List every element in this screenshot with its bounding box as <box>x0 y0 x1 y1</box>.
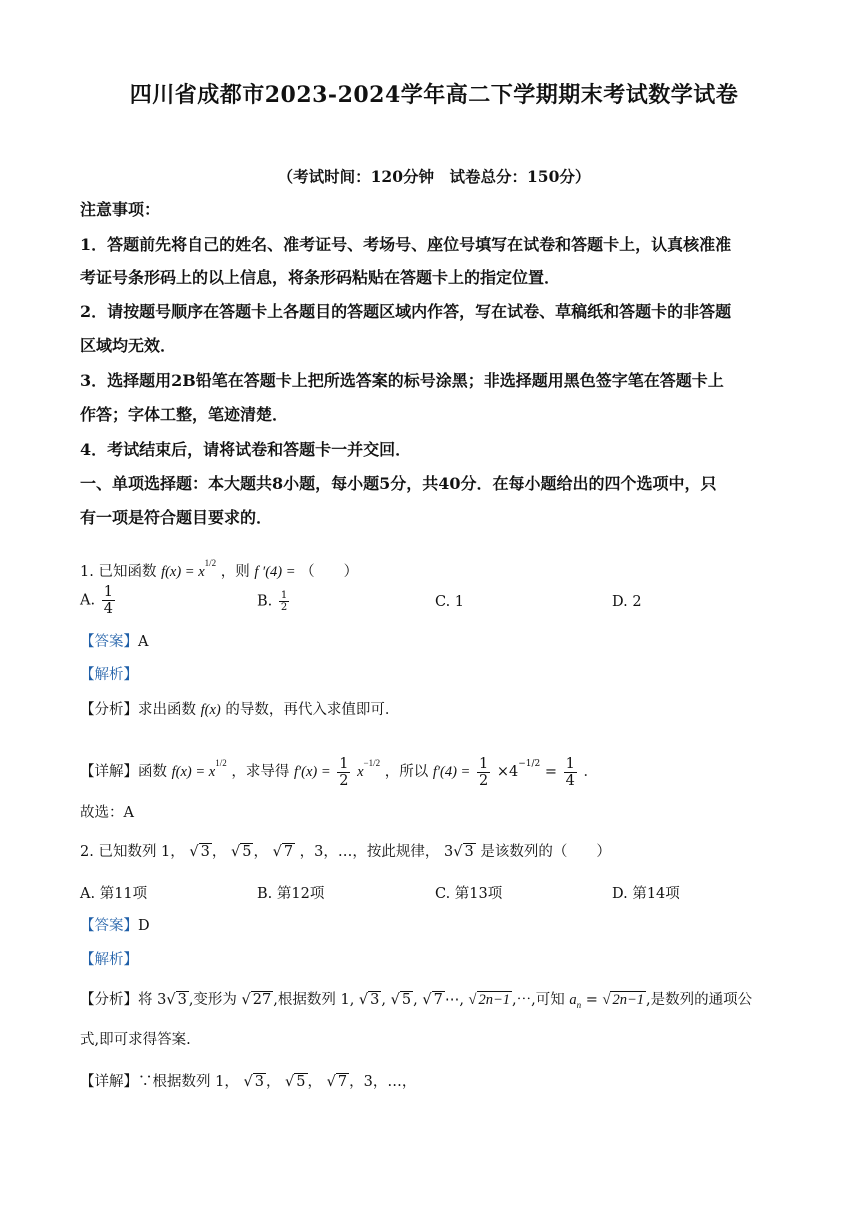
q1-fenxi: 【分析】求出函数 f(x) 的导数，再代入求值即可． <box>80 702 400 718</box>
q2-fenxi-cont: 式,即可求得答案. <box>80 1032 191 1048</box>
note-line: 4．考试结束后，请将试卷和答题卡一并交回． <box>80 440 412 459</box>
q1-conclusion: 故选：A <box>80 805 134 821</box>
analysis-tag: 【解析】 <box>80 667 138 683</box>
note-line: 1．答题前先将自己的姓名、准考证号、考场号、座位号填写在试卷和答题卡上，认真核准准 <box>80 235 732 254</box>
note-line: 作答；字体工整，笔迹清楚． <box>80 405 289 424</box>
answer-line: 【答案】D <box>80 918 150 934</box>
option-c: C. 第13项 <box>435 886 503 902</box>
answer-line: 【答案】A <box>80 634 149 650</box>
page-title: 四川省成都市2023-2024学年高二下学期期末考试数学试卷 <box>129 82 739 108</box>
option-b: B. 第12项 <box>257 886 325 902</box>
section-heading: 一、单项选择题：本大题共8小题，每小题5分，共40分．在每小题给出的四个选项中，只 <box>80 474 717 493</box>
option-d: D. 2 <box>612 594 642 610</box>
note-line: 3．选择题用2B铅笔在答题卡上把所选答案的标号涂黑；非选择题用黑色签字笔在答题卡上 <box>80 371 724 390</box>
note-line: 区域均无效． <box>80 336 177 355</box>
option-a: A. $\frac{1}{4}$ <box>80 584 113 617</box>
question-1-stem: 1. 已知函数 $f(x) = x^{1/2}$ ，则 f ′(4) = （ ） <box>80 558 359 580</box>
exam-info: （考试时间：120分钟 试卷总分：150分） <box>277 167 591 186</box>
option-c: C. 1 <box>435 594 465 610</box>
option-b: B. $\frac{1}{2}$ <box>257 590 288 613</box>
fraction: $\frac{1}{4}$ <box>103 584 113 617</box>
notes-heading: 注意事项： <box>80 200 161 219</box>
option-a: A. 第11项 <box>80 886 148 902</box>
note-line: 2．请按题号顺序在答题卡上各题目的答题区域内作答，写在试卷、草稿纸和答题卡的非答题 <box>80 302 732 321</box>
q2-fenxi: 【分析】将 3√ 3 ,变形为 √ 27 ,根据数列 1, √ 3 , √ 5 , √ 7 ⋯, √ 2n−1 ,⋯,可知 $a_n$ = √ 2n−1 ,是数列的通项公 <box>80 992 753 1010</box>
question-2-stem: 2. 已知数列 1， √ 3 ， √ 5 ， √ 7 ，3，…，按此规律， 3√ 3 是该数列的（ ） <box>80 844 611 860</box>
note-line: 考证号条形码上的以上信息，将条形码粘贴在答题卡上的指定位置． <box>80 268 561 287</box>
analysis-tag: 【解析】 <box>80 952 138 968</box>
fraction: $\frac{1}{2}$ <box>280 590 288 613</box>
option-d: D. 第14项 <box>612 886 680 902</box>
section-heading-cont: 有一项是符合题目要求的． <box>80 508 273 527</box>
q1-xiangjie: 【详解】函数 $f(x) = x^{1/2}$ ，求导得 f′(x) = $\frac{1}{2}$ $x^{-1/2}$ ，所以 f′(4) = $\frac{1}{2}$ $\times 4^{-1/2}$ = $\frac{1}{4}$ ． <box>80 755 598 789</box>
q2-xiangjie: 【详解】∵根据数列 1， √ 3 ， √ 5 ， √ 7 ，3，…， <box>80 1074 417 1090</box>
